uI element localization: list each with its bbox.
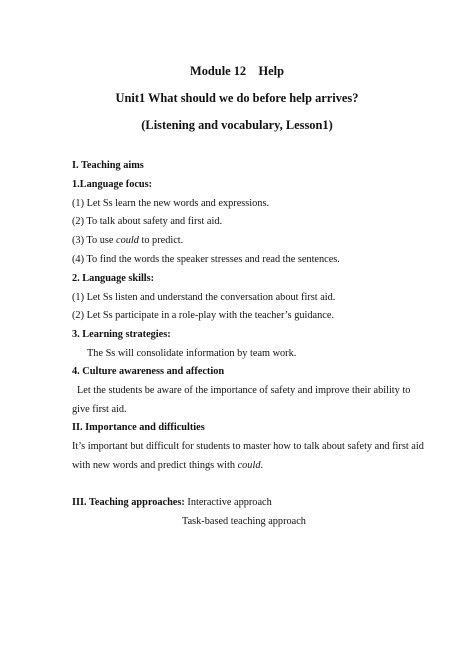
subheading-language-focus: 1.Language focus: (72, 179, 153, 190)
line-2-suffix: . (260, 460, 264, 471)
subheading-culture: 4. Culture awareness and affection (72, 366, 225, 377)
approach-interactive: Interactive approach (184, 497, 272, 508)
approach-task-based: Task-based teaching approach (182, 516, 306, 527)
language-skills-item-2: (2) Let Ss participate in a role-play with the teacher’s guidance. (72, 310, 334, 321)
section-heading-teaching-aims: I. Teaching aims (72, 160, 144, 171)
line-2-prefix: with new words and predict things with (72, 460, 238, 471)
language-focus-item-3 (72, 235, 183, 246)
learning-strategies-text: The Ss will consolidate information by team work. (87, 348, 297, 359)
item-3-prefix: (3) To use (72, 235, 116, 246)
importance-text-line-1: It’s important but difficult for students to master how to talk about safety and first aid (72, 441, 424, 452)
lesson-title: (Listening and vocabulary, Lesson1) (141, 118, 333, 132)
module-title: Module 12 Help (190, 64, 284, 78)
section-heading-importance: II. Importance and difficulties (72, 422, 205, 433)
language-focus-item-1: (1) Let Ss learn the new words and expressions. (72, 198, 270, 209)
subheading-learning-strategies: 3. Learning strategies: (72, 329, 171, 340)
language-skills-item-1: (1) Let Ss listen and understand the conversation about first aid. (72, 292, 336, 303)
line-2-could: could (237, 460, 261, 471)
culture-text-line-1: Let the students be aware of the importance of safety and improve their ability to (77, 385, 411, 396)
language-focus-item-4: (4) To find the words the speaker stresses and read the sentences. (72, 254, 340, 265)
culture-text-line-2: give first aid. (72, 404, 127, 415)
importance-text-line-2 (72, 460, 263, 471)
unit-title: Unit1 What should we do before help arrives? (115, 91, 359, 105)
section-heading-approaches: III. Teaching approaches: (72, 497, 185, 508)
subheading-language-skills: 2. Language skills: (72, 273, 155, 284)
item-3-could: could (116, 235, 139, 246)
teaching-approaches-line (72, 497, 272, 508)
language-focus-item-2: (2) To talk about safety and first aid. (72, 216, 223, 227)
item-3-suffix: to predict. (138, 235, 184, 246)
